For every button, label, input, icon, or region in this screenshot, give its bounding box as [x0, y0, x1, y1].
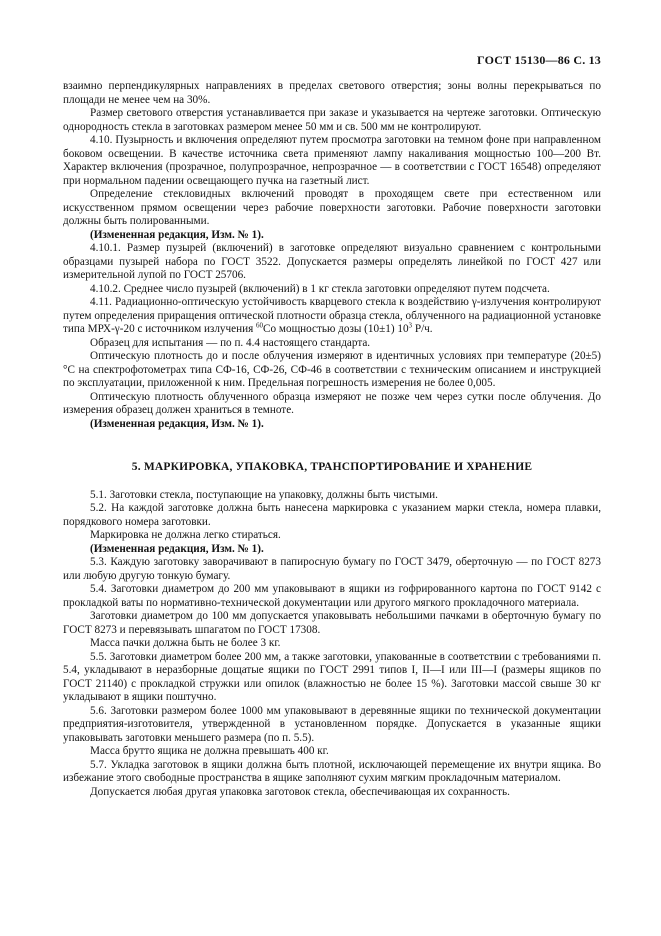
paragraph-sample: Образец для испытания — по п. 4.4 настоящего стандарта.: [90, 336, 371, 349]
paragraph-5-7: 5.7. Укладка заготовок в ящики должна быть плотной, исключающей перемещение их внутри ящика. Во избежание этого свободные пространства в ящике заполняют сухим мягким прокладочным материалом.: [63, 758, 601, 784]
text-fragment: Р/ч.: [412, 323, 433, 335]
amendment-note: (Измененная редакция, Изм. № 1).: [90, 228, 264, 241]
paragraph-5-2: 5.2. На каждой заготовке должна быть нанесена маркировка с указанием марки стекла, номера плавки, порядкового номера заготовки.: [63, 502, 601, 528]
paragraph-marking: Маркировка не должна легко стираться.: [90, 529, 281, 541]
paragraph-continuation: взаимно перпендикулярных направлениях в пределах светового отверстия; зоны волны перекрываться по площади не менее чем на 30%.: [63, 80, 601, 106]
paragraph-measure-time: Оптическую плотность облученного образца измеряют не позже чем через сутки после облучения. До измерения образец должен храниться в темноте.: [63, 390, 601, 416]
superscript: 60: [256, 321, 264, 330]
paragraph-5-3: 5.3. Каждую заготовку заворачивают в папиросную бумагу по ГОСТ 3479, оберточную — по ГОСТ 8273 или любую другую тонкую бумагу.: [63, 556, 601, 582]
section-5-title: 5. МАРКИРОВКА, УПАКОВКА, ТРАНСПОРТИРОВАНИЕ И ХРАНЕНИЕ: [131, 461, 533, 473]
paragraph-small-packs: Заготовки диаметром до 100 мм допускается упаковывать небольшими пачками в оберточную бумагу по ГОСТ 8273 и перевязывать шпагатом по ГОСТ 17308.: [63, 610, 601, 636]
paragraph-5-5: 5.5. Заготовки диаметром более 200 мм, а также заготовки, упакованные в соответствии с требованиями п. 5.4, укладывают в неразборные дощатые ящики по ГОСТ 2991 типов I, II—I или III—I (размеры ящиков по ГОСТ 21140) с прокладкой стружки или опилок (влажностью не более 15 %). Заготовки массой свыше 30 кг укладывают в ящики поштучно.: [63, 650, 601, 703]
amendment-note: (Измененная редакция, Изм. № 1).: [90, 417, 264, 430]
paragraph-5-4: 5.4. Заготовки диаметром до 200 мм упаковывают в ящики из гофрированного картона по ГОСТ 9142 с прокладкой ваты по нормативно-технической документации или другого мягкого прокладочного материала.: [63, 583, 601, 609]
amendment-note: (Измененная редакция, Изм. № 1).: [90, 542, 264, 555]
text-fragment: 4.11. Радиационно-оптическую устойчивость кварцевого стекла к воздействию γ-излучения контролируют путем определения приращения оптической плотности образца стекла, облученного на радиационной установке типа МРХ-γ-20 с источником излучения: [63, 296, 601, 335]
paragraph-4-11: [63, 296, 601, 337]
paragraph-4-10: 4.10. Пузырность и включения определяют путем просмотра заготовки на темном фоне при направленном боковом освещении. В качестве источника света применяют лампу накаливания мощностью 100—200 Вт. Характер включения (прозрачное, полупрозрачное, непрозрачное — в соответствии с ГОСТ 16548) определяют при нормальном падении освещающего пучка на газетный лист.: [63, 134, 601, 187]
paragraph-5-6: 5.6. Заготовки размером более 1000 мм упаковывают в деревянные ящики по технической документации предприятия-изготовителя, утвержденной в установленном порядке. Допускается в указанные ящики упаковывать заготовки меньшего размера (по п. 5.5).: [63, 704, 601, 744]
text-fragment: Со мощностью дозы (10±1) 10: [263, 323, 409, 335]
paragraph-aperture-size: Размер светового отверстия устанавливается при заказе и указывается на чертеже заготовки. Оптическую однородность стекла в заготовках размером менее 50 мм и св. 500 мм не контролируют.: [63, 107, 601, 133]
paragraph-5-1: 5.1. Заготовки стекла, поступающие на упаковку, должны быть чистыми.: [90, 488, 438, 501]
superscript: 3: [408, 321, 413, 330]
paragraph-pack-mass: Масса пачки должна быть не более 3 кг.: [90, 637, 281, 649]
paragraph-4-10-2: 4.10.2. Среднее число пузырей (включений) в 1 кг стекла заготовки определяют путем подсчета.: [90, 282, 550, 295]
paragraph-glassy-inclusions: Определение стекловидных включений проводят в проходящем свете при естественном или искусственном прямом освещении через рабочие поверхности заготовки. Рабочие поверхности заготовки должны быть полированными.: [63, 188, 601, 227]
page-header: ГОСТ 15130—86 С. 13: [477, 53, 601, 67]
paragraph-4-10-1: 4.10.1. Размер пузырей (включений) в заготовке определяют визуально сравнением с контрольными образцами пузырей набора по ГОСТ 3522. Допускается размеры определять линейкой по ГОСТ 427 или измерительной лупой по ГОСТ 25706.: [63, 242, 601, 281]
paragraph-other-packing: Допускается любая другая упаковка заготовок стекла, обеспечивающая их сохранность.: [90, 785, 510, 798]
paragraph-gross-mass: Масса брутто ящика не должна превышать 400 кг.: [90, 745, 329, 757]
paragraph-optical-density: Оптическую плотность до и после облучения измеряют в идентичных условиях при температуре (20±5) °С на спектрофотометрах типа СФ-16, СФ-26, СФ-46 в соответствии с техническим описанием и инструкцией по эксплуатации, приложенной к ним. Предельная погрешность измерения не более 0,005.: [63, 350, 601, 389]
document-body: [63, 80, 601, 799]
